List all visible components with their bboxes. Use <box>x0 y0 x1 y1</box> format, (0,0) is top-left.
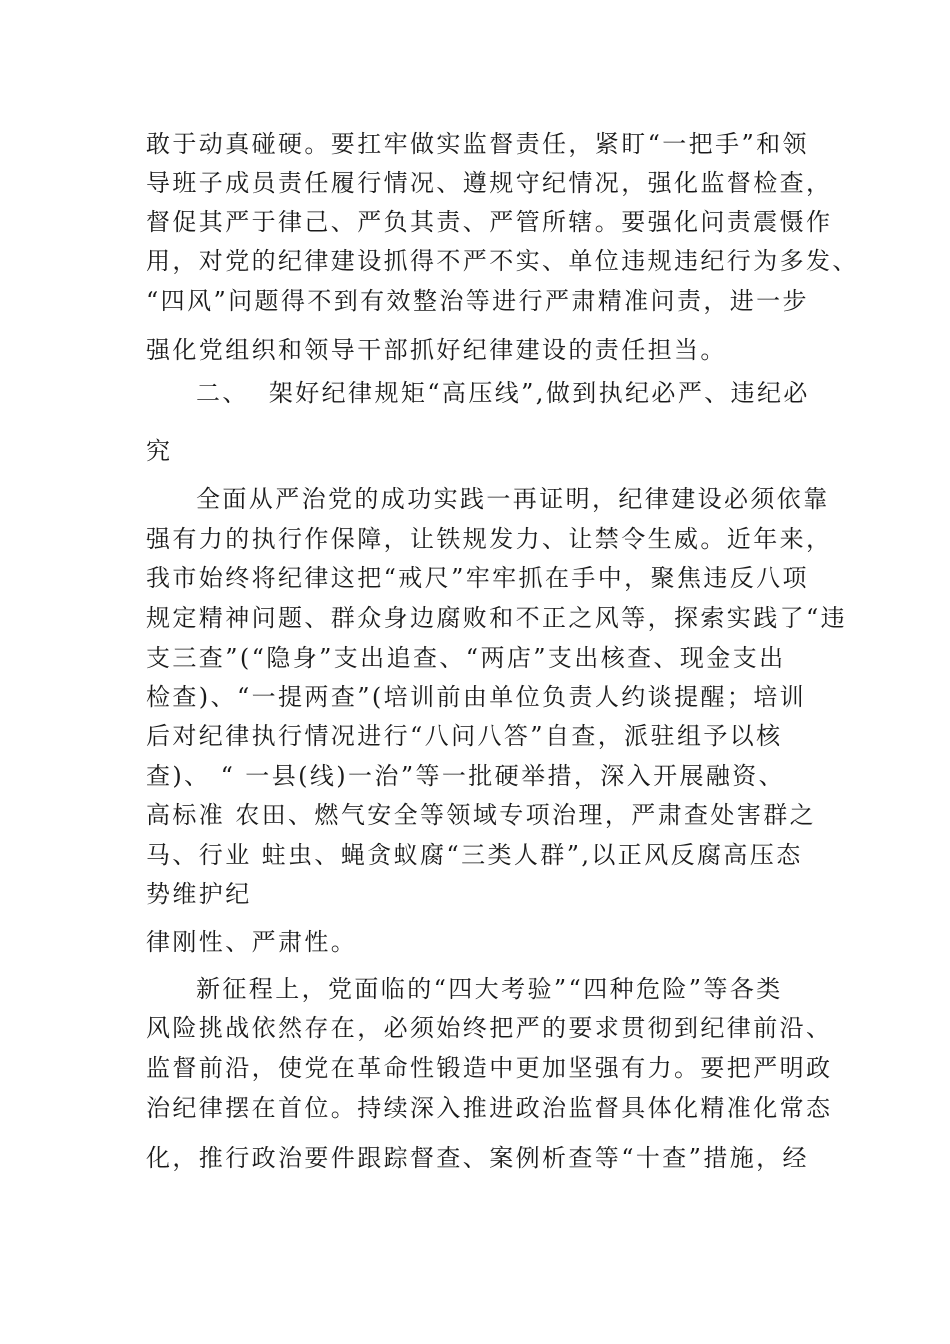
text-line: “四风”问题得不到有效整治等进行严肃精准问责，进一步 <box>146 287 809 315</box>
text-line: 化，推行政治要件跟踪督查、案例析查等“十查”措施，经 <box>146 1144 809 1172</box>
text-line: 检查)、“一提两查”(培训前由单位负责人约谈提醒；培训 <box>146 683 807 711</box>
text-line: 支三查”(“隐身”支出追查、“两店”支出核查、现金支出 <box>146 644 786 672</box>
text-line: 用，对党的纪律建设抓得不严不实、单位违规违纪行为多发、 <box>146 247 859 275</box>
text-line: 新征程上，党面临的“四大考验”“四种危险”等各类 <box>196 975 783 1003</box>
text-line: 规定精神问题、群众身边腐败和不正之风等，探索实践了“违 <box>146 604 848 632</box>
text-line: 全面从严治党的成功实践一再证明，纪律建设必须依靠 <box>196 485 830 513</box>
text-line: 督促其严于律己、严负其责、严管所辖。要强化问责震慑作 <box>146 208 833 236</box>
text-line: 律刚性、严肃性。 <box>146 928 358 956</box>
text-line: 监督前沿，使党在革命性锻造中更加坚强有力。要把严明政 <box>146 1054 833 1082</box>
text-line: 强有力的执行作保障，让铁规发力、让禁令生威。近年来， <box>146 525 833 553</box>
text-line: 马、行业 蛀虫、蝇贪蚁腐“三类人群”,以正风反腐高压态 <box>146 841 803 869</box>
text-line: 敢于动真碰硬。要扛牢做实监督责任，紧盯“一把手”和领 <box>146 130 809 158</box>
text-line: 势维护纪 <box>146 880 252 908</box>
text-line: 治纪律摆在首位。持续深入推进政治监督具体化精准化常态 <box>146 1094 833 1122</box>
text-line: 高标准 农田、燃气安全等领域专项治理，严肃查处害群之 <box>146 801 817 829</box>
text-line: 查)、 “ 一县(线)一治”等一批硬举措，深入开展融资、 <box>146 762 786 790</box>
section-heading: 二、 架好纪律规矩“高压线”,做到执纪必严、违纪必 <box>196 379 810 407</box>
text-line: 强化党组织和领导干部抓好纪律建设的责任担当。 <box>146 336 727 364</box>
text-line: 我市始终将纪律这把“戒尺”牢牢抓在手中，聚焦违反八项 <box>146 564 809 592</box>
text-line: 后对纪律执行情况进行“八问八答”自查，派驻组予以核 <box>146 722 783 750</box>
section-heading-cont: 究 <box>146 437 173 465</box>
text-line: 风险挑战依然存在，必须始终把严的要求贯彻到纪律前沿、 <box>146 1014 833 1042</box>
text-line: 导班子成员责任履行情况、遵规守纪情况，强化监督检查， <box>146 169 833 197</box>
